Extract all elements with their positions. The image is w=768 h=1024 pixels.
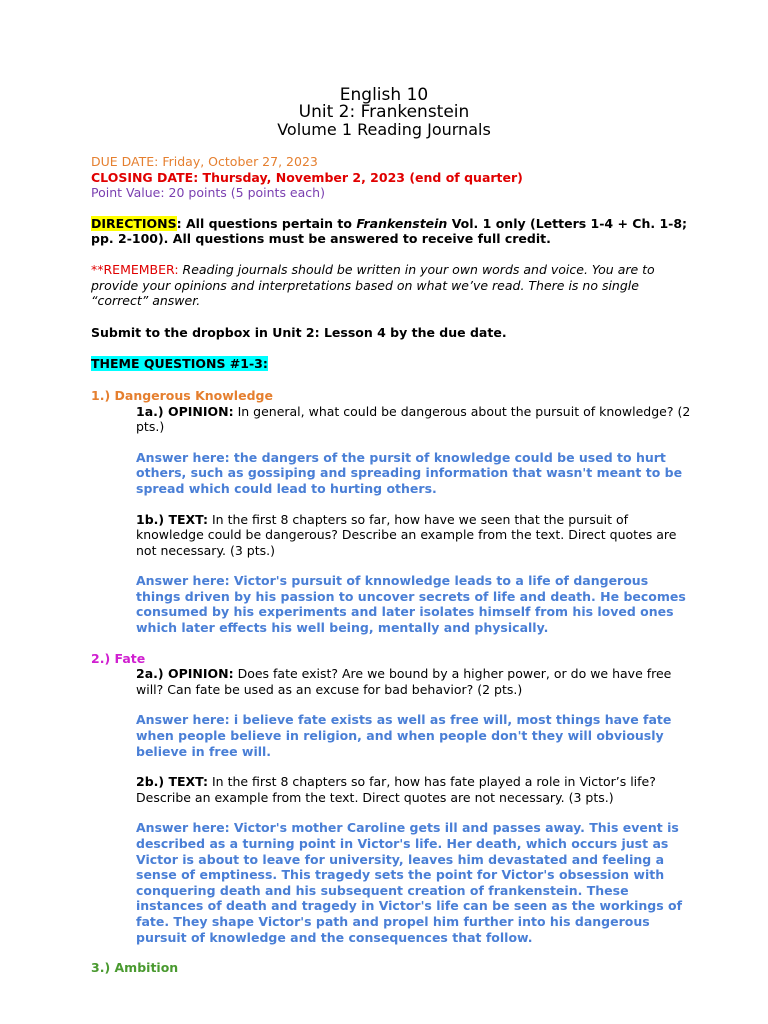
section-title: 3.) Ambition [91,960,179,976]
volume-title: Volume 1 Reading Journals [277,120,491,139]
question-text: In the first 8 chapters so far, how have we seen that the pursuit of knowledge could be dangerous? Describe an example from the text. Direct quotes are not necessary. (3 pts.) [136,511,677,558]
question-label: 2a.) OPINION: [136,666,234,682]
question-text: In the first 8 chapters so far, how has fate played a role in Victor’s life? Describe an example from the text. Direct quotes are not necessary. (3 pts.) [136,774,656,805]
due-date: DUE DATE: Friday, October 27, 2023 [91,154,318,169]
unit-title: Unit 2: Frankenstein [298,102,470,122]
answer: Answer here: Victor's pursuit of knnowledge leads to a life of dangerous things driven by his passion to uncover secrets of life and death. He becomes consumed by his experiments and later isolates himself from his loved ones which later effects his well being, mentally and physically. [136,573,686,636]
directions-label: DIRECTIONS [91,215,177,231]
section-questions [136,404,691,636]
question [136,666,691,697]
question [136,404,691,435]
point-value: Point Value: 20 points (5 points each) [91,185,325,201]
document-body [91,154,691,976]
remember-text: Reading journals should be written in your own words and voice. You are to provide your opinions and interpretations based on what we’ve read. There is no single “correct” answer. [91,261,655,309]
theme-questions-heading: THEME QUESTIONS #1-3: [91,356,268,372]
directions-book-title: Frankenstein [356,215,448,231]
remember-label: **REMEMBER: [91,261,179,277]
section-questions [136,666,691,945]
question-label: 1b.) TEXT: [136,511,209,527]
directions [91,216,691,247]
closing-date: CLOSING DATE: Thursday, November 2, 2023 (end of quarter) [91,169,523,185]
section-title: 2.) Fate [91,650,146,666]
question-text: In general, what could be dangerous about the pursuit of knowledge? (2 pts.) [136,403,691,435]
question-text: Does fate exist? Are we bound by a higher power, or do we have free will? Can fate be used as an excuse for bad behavior? (2 pts.) [136,666,672,697]
answer: Answer here: the dangers of the pursit of knowledge could be used to hurt others, such as gossiping and spreading information that wasn't meant to be spread which could lead to hurting others. [136,449,683,496]
answer: Answer here: Victor's mother Caroline gets ill and passes away. This event is described as a turning point in Victor's life. Her death, which occurs just as Victor is about to leave for university, leaves him devastated and feeling a sense of emptiness. This tragedy sets the point for Victor's obsession with conquering death and his subsequent creation of frankenstein. These instances of death and tragedy in Victor's life can be seen as the workings of fate. They shape Victor's path and propel him further into his dangerous pursuit of knowledge and the consequences that follow. [136,820,683,945]
section-title: 1.) Dangerous Knowledge [91,387,273,403]
course-title: English 10 [339,85,429,105]
title-block [0,87,768,139]
question [136,774,691,805]
question-label: 1a.) OPINION: [136,403,234,419]
directions-text-after: Vol. 1 only (Letters 1-4 + Ch. 1-8; pp. 2-100). All questions must be answered to receive full credit. [91,215,688,247]
submit-instructions: Submit to the dropbox in Unit 2: Lesson 4 by the due date. [91,324,507,340]
remember-note [91,262,691,309]
directions-text-before: : All questions pertain to [176,215,357,231]
theme-questions-heading-wrap [91,356,691,372]
answer: Answer here: i believe fate exists as well as free will, most things have fate when people believe in religion, and when people don't they will obviously believe in free will. [136,712,672,759]
question [136,512,691,559]
question-label: 2b.) TEXT: [136,774,209,790]
